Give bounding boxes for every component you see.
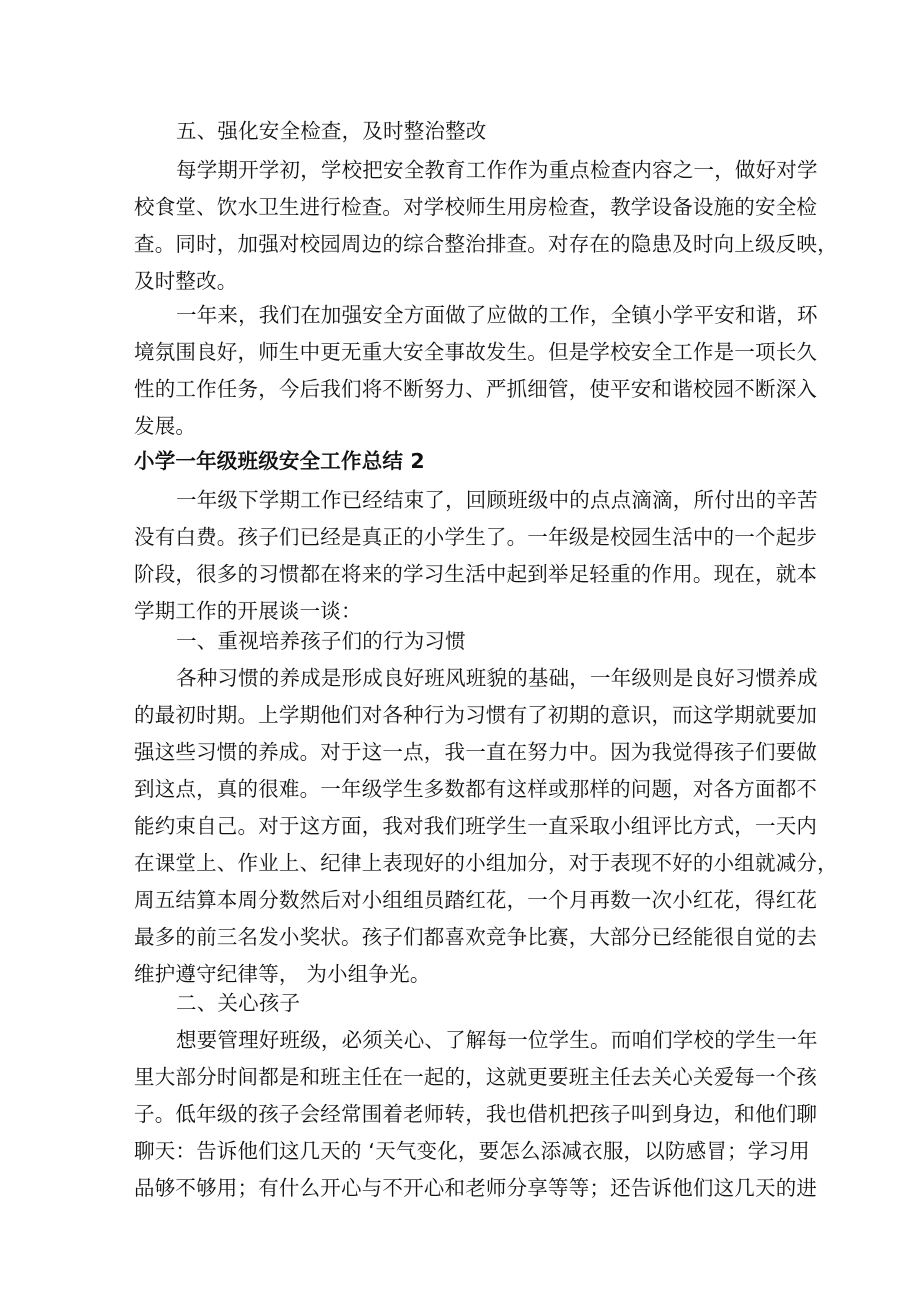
paragraph [134,1022,818,1207]
paragraph-line: 能约束自己。对于这方面，我对我们班学生一直采取小组评比方式，一天内 [134,814,818,838]
paragraph-line: 及时整改。 [134,269,238,293]
paragraph-line: 学期工作的开展谈一谈： [134,599,362,623]
paragraph [134,152,838,300]
paragraph [134,660,838,993]
section-heading [134,113,794,150]
care-heading: 二、关心孩子 [176,991,301,1015]
paragraph-line: 校食堂、饮水卫生进行检查。对学校师生用房检查，教学设备设施的安全检 [134,195,818,219]
paragraph-line: 发展。 [134,414,197,438]
paragraph-line: 在课堂上、作业上、纪律上表现好的小组加分，对于表现不好的小组就减分， [134,851,838,875]
section-heading [134,623,794,660]
paragraph-line: 周五结算本周分数然后对小组组员踏红花，一个月再数一次小红花，得红花 [134,888,818,912]
paragraph-line: 没有白费。孩子们已经是真正的小学生了。一年级是校园生活中的一个起步 [134,525,818,549]
paragraph-line: 品够不够用；有什么开心与不开心和老师分享等等；还告诉他们这几天的进 [134,1176,818,1200]
paragraph [134,297,818,445]
paragraph-line: 强这些习惯的养成。对于这一点，我一直在努力中。因为我觉得孩子们要做 [134,740,818,764]
paragraph-line: 的最初时期。上学期他们对各种行为习惯有了初期的意识，而这学期就要加 [134,703,818,727]
paragraph-line: 性的工作任务，今后我们将不断努力、严抓细管，使平安和谐校园不断深入 [134,377,818,401]
section-5-heading: 五、强化安全检查，及时整治整改 [176,119,487,143]
paragraph-line: 最多的前三名发小奖状。孩子们都喜欢竞争比赛，大部分已经能很自觉的去 [134,925,818,949]
section-heading [134,985,794,1022]
article-2-title: 小学一年级班级安全工作总结 2 [134,449,425,473]
paragraph-line: 想要管理好班级，必须关心、了解每一位学生。而咱们学校的学生一年 [176,1028,818,1052]
paragraph-line: 境氛围良好，师生中更无重大安全事故发生。但是学校安全工作是一项长久 [134,340,818,364]
paragraph-line: 聊天：告诉他们这几天的 ‘天气变化，要怎么添减衣服，以防感冒；学习用 [134,1139,810,1163]
article-title [134,443,794,480]
paragraph-line: 查。同时，加强对校园周边的综合整治排查。对存在的隐患及时向上级反映， [134,232,838,256]
paragraph-line: 一年来，我们在加强安全方面做了应做的工作，全镇小学平安和谐，环 [176,303,818,327]
paragraph-line: 每学期开学初，学校把安全教育工作作为重点检查内容之一，做好对学 [176,158,818,182]
paragraph-line: 维护遵守纪律等， 为小组争光。 [134,962,431,986]
paragraph-line: 各种习惯的养成是形成良好班风班貌的基础，一年级则是良好习惯养成 [176,666,818,690]
paragraph-line: 子。低年级的孩子会经常围着老师转，我也借机把孩子叫到身边，和他们聊 [134,1102,818,1126]
paragraph-line: 阶段，很多的习惯都在将来的学习生活中起到举足轻重的作用。现在，就本 [134,562,818,586]
paragraph [134,482,818,630]
paragraph-line: 里大部分时间都是和班主任在一起的，这就更要班主任去关心关爱每一个孩 [134,1065,818,1089]
habits-heading: 一、重视培养孩子们的行为习惯 [176,629,466,653]
paragraph-line: 一年级下学期工作已经结束了，回顾班级中的点点滴滴，所付出的辛苦 [176,488,818,512]
paragraph-line: 到这点，真的很难。一年级学生多数都有这样或那样的问题，对各方面都不 [134,777,818,801]
